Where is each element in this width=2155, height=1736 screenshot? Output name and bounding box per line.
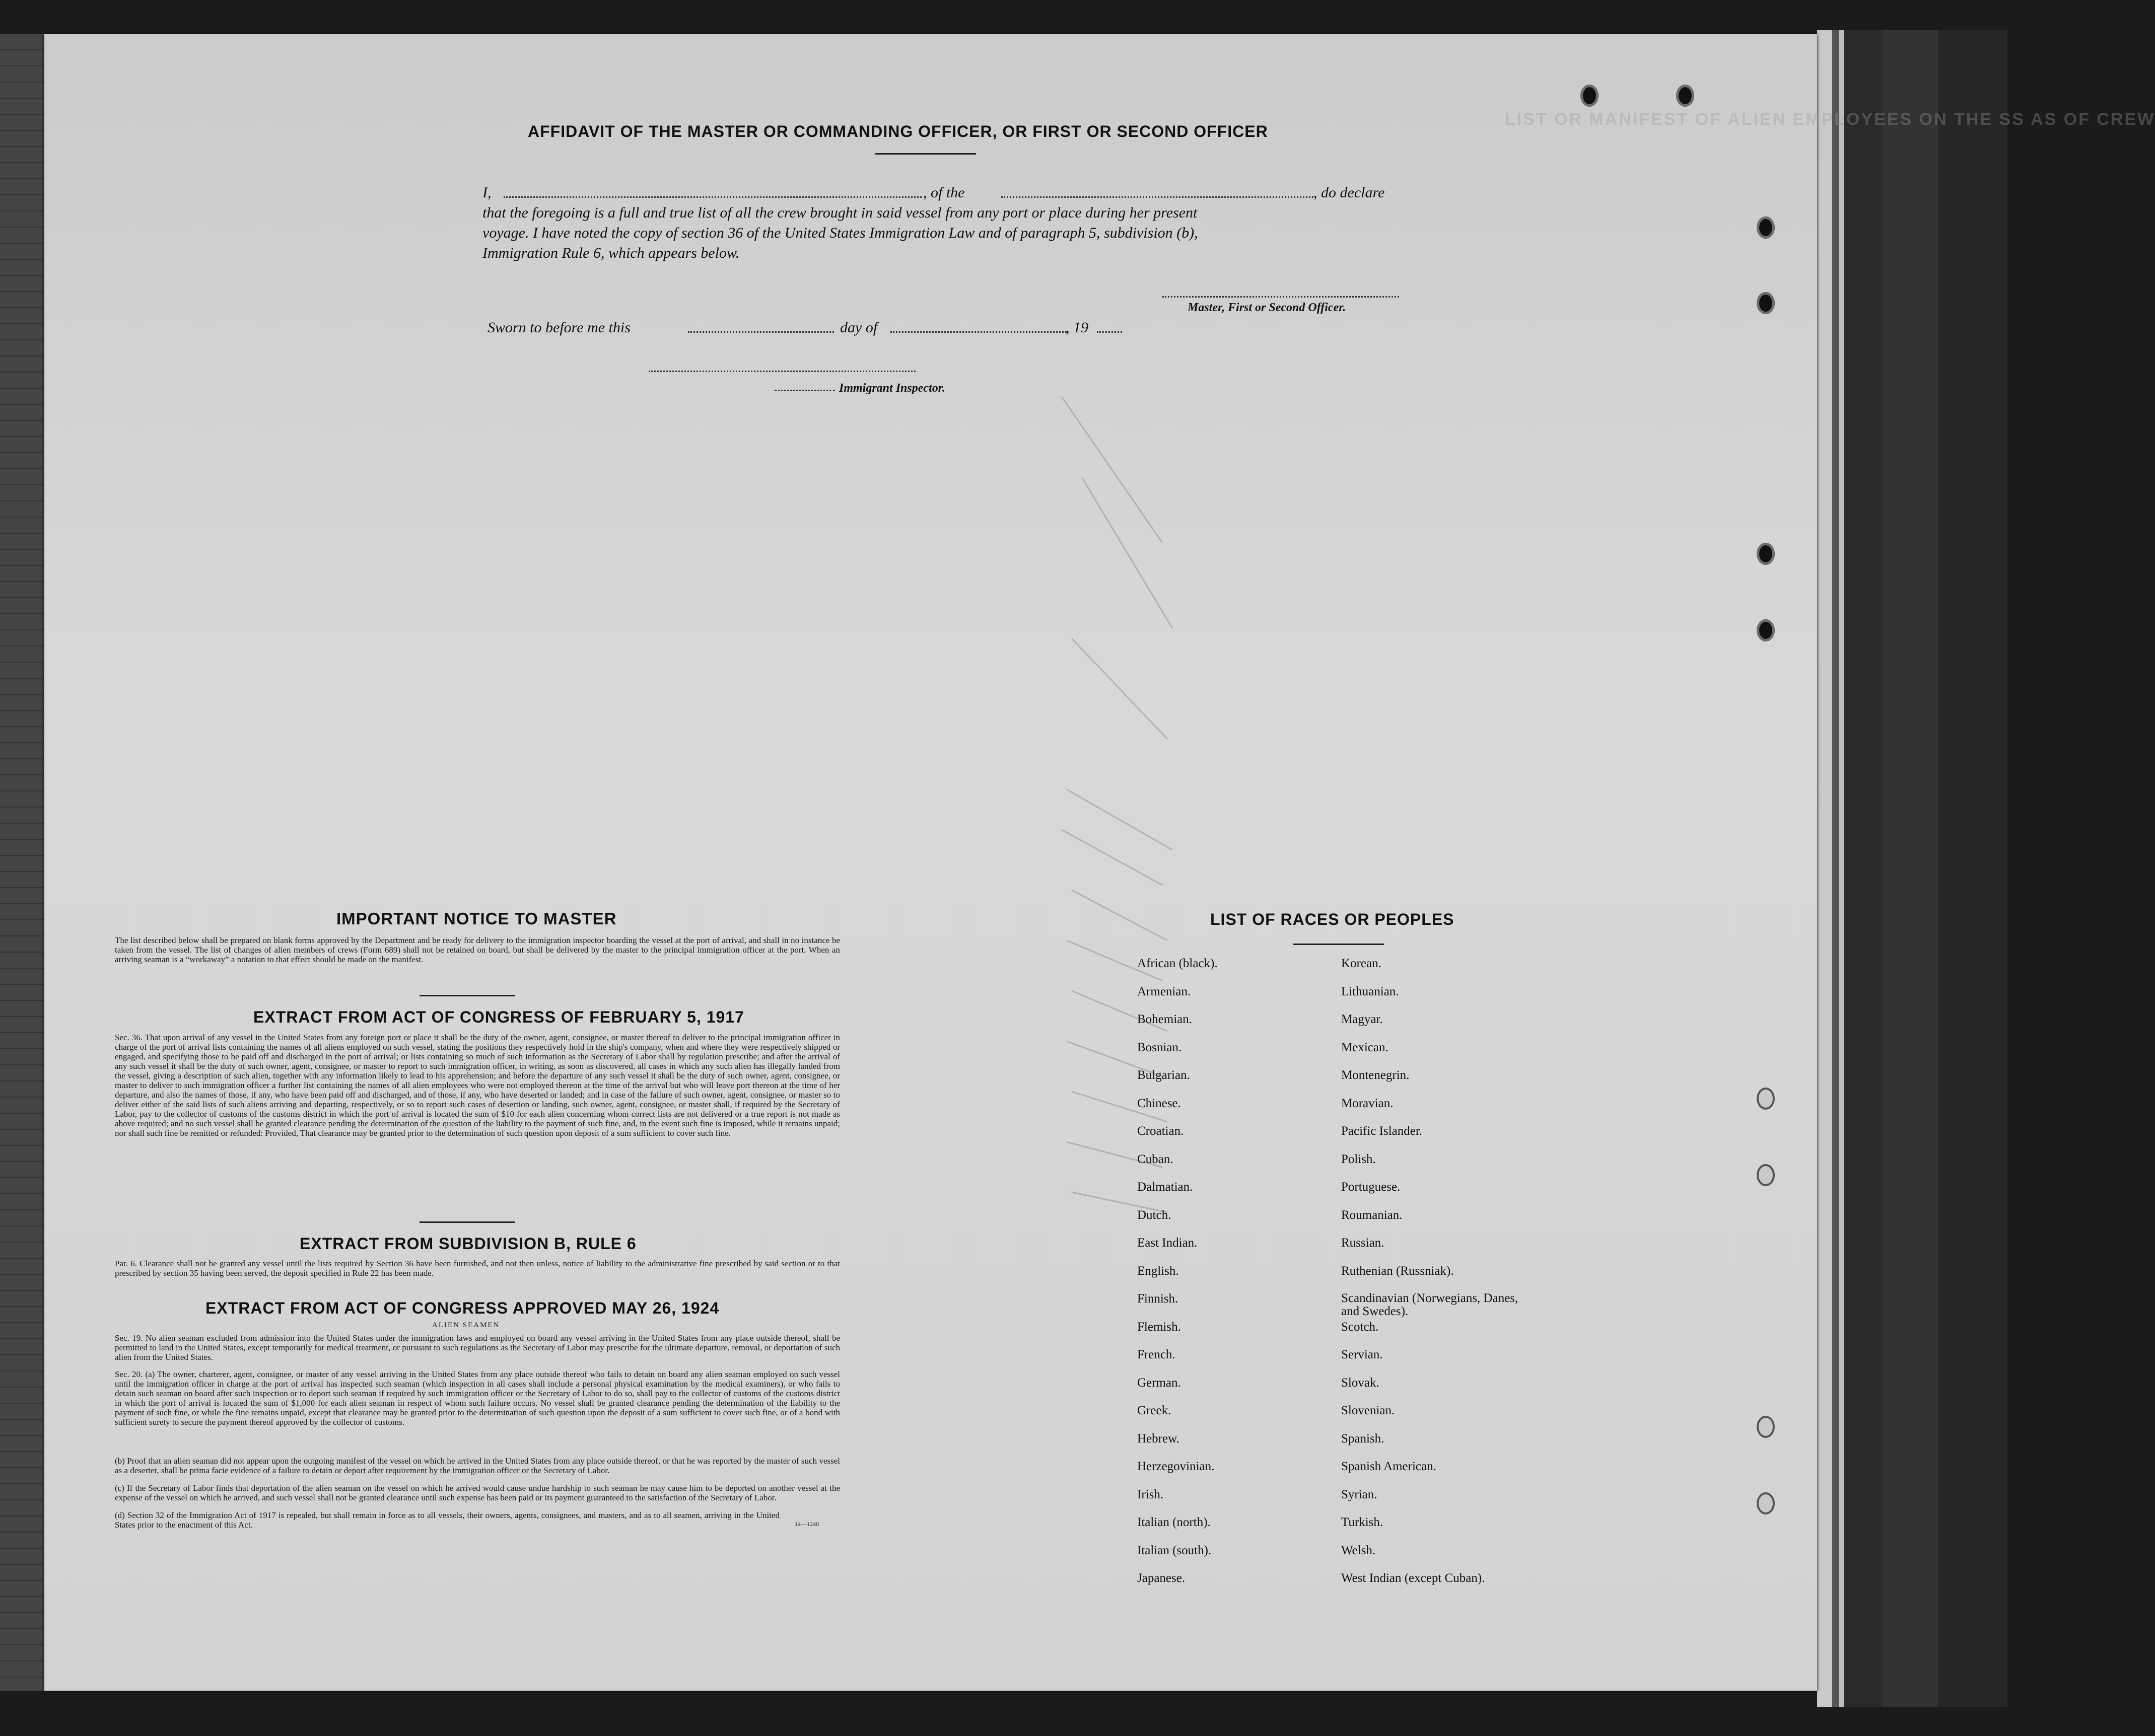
extract-1924-title: EXTRACT FROM ACT OF CONGRESS APPROVED MAY 26, 1924 [205,1299,720,1317]
race-item: Moravian. [1341,1096,1394,1110]
race-item: Herzegovinian. [1137,1460,1215,1473]
binder-left-edge [0,34,44,1691]
race-item: Spanish. [1341,1431,1384,1445]
extract-1917-title: EXTRACT FROM ACT OF CONGRESS OF FEBRUARY 5, 1917 [253,1008,744,1026]
race-item: Chinese. [1137,1096,1181,1110]
document-page [44,34,2155,1691]
race-item: Bulgarian. [1137,1068,1190,1082]
extract-1924-para-3: (b) Proof that an alien seaman did not appear upon the outgoing manifest of the vessel on which he arrived in the United States from any place outside thereof, or that he was reported by the master of such vessel as a deserter, shall be prima facie evidence of a failure to detain or deport after requirement by the immigration officer or the Secretary of Labor. [115,1456,840,1475]
race-item: English. [1137,1264,1179,1278]
race-item: Spanish American. [1341,1460,1436,1473]
notice-text: The list described below shall be prepared on blank forms approved by the Department and be ready for delivery to the immigration inspector boarding the vessel at the port of arrival, and shall in no instance be taken from the vessel. The list of changes of alien members of crews (Form 689) shall not be retained on board, but shall be delivered by the master to the principal immigration officer at the port. When an arriving seaman is a “workaway” a notation to that effect should be made on the manifest. [115,935,840,964]
race-item: Russian. [1341,1236,1384,1250]
race-item: Servian. [1341,1348,1383,1361]
year-blank [1097,331,1122,333]
day-blank [688,331,834,333]
signature-blank [1162,296,1399,298]
races-title-rule [1293,944,1384,945]
race-item: Italian (north). [1137,1515,1211,1529]
race-item: Croatian. [1137,1124,1184,1138]
punch-hole [1757,1492,1775,1514]
affidavit-line1-declare: , do declare [1313,184,1385,201]
punch-hole [1757,216,1775,239]
race-item: Lithuanian. [1341,984,1399,998]
form-number: 14—1240 [795,1521,819,1528]
race-item: Portuguese. [1341,1180,1401,1194]
race-item: Pacific Islander. [1341,1124,1423,1138]
race-item: Cuban. [1137,1152,1173,1166]
affidavit-line4: Immigration Rule 6, which appears below. [482,245,740,261]
affidavit-line1-i: I, [482,184,492,201]
extract-rule6-title: EXTRACT FROM SUBDIVISION B, RULE 6 [300,1235,637,1253]
stacked-pages-edge [1817,30,2007,1707]
race-item: Hebrew. [1137,1431,1179,1445]
race-item: Dalmatian. [1137,1180,1193,1194]
punch-hole [1676,85,1694,107]
inspector-signature-blank [649,371,916,372]
race-item: Flemish. [1137,1320,1181,1334]
race-item: Scotch. [1341,1320,1379,1334]
race-item: Welsh. [1341,1543,1376,1557]
title-rule [875,153,976,155]
inspector-label: Immigrant Inspector. [839,382,945,395]
race-item: Turkish. [1341,1515,1383,1529]
extract-rule6-text: Par. 6. Clearance shall not be granted any vessel until the lists required by Section 36 have been furnished, and not then unless, notice of liability to the administrative fine prescribed by said section or to that prescribed by section 35 having been served, the deposit specified in Rule 22 has been made. [115,1259,840,1278]
race-item: African (black). [1137,957,1218,970]
extract-1924-para-5: (d) Section 32 of the Immigration Act of 1917 is repealed, but shall remain in force as to all vessels, their owners, agents, consignees, and masters, and as to all seamen, arriving in the United States prior to the enactment of this Act. [115,1510,780,1530]
extract-1924-para-2: Sec. 20. (a) The owner, charterer, agent, consignee, or master of any vessel arriving in the United States from any place outside thereof who fails to detain on board any alien seaman employed on such vessel until the immigration officer in charge at the port of arrival has inspected such seaman (which inspection in all cases shall include a personal physical examination by the medical examiners), or who fails to detain such seaman on board after such inspection or to deport such seaman if required by such immigration officer or the Secretary of Labor to do so, shall pay to the collector of customs of the customs district in which the port of arrival is located the sum of $1,000 for each alien seaman in respect of whom such failure occurs. No vessel shall be granted clearance pending the determination of the liability to the payment of such fine, or while the fine remains unpaid, except that clearance may be granted prior to the determination of such question upon the deposit of a sum sufficient to cover such fine, or of a bond with sufficient surety to secure the payment thereof approved by the collector of customs. [115,1369,840,1427]
signature-label: Master, First or Second Officer. [1188,301,1346,314]
name-blank [504,196,922,198]
race-item: Korean. [1341,957,1381,970]
race-item: Japanese. [1137,1571,1186,1585]
alien-seamen-subtitle: ALIEN SEAMEN [432,1321,500,1329]
race-item: Magyar. [1341,1012,1383,1026]
punch-hole [1757,1416,1775,1438]
punch-hole [1757,543,1775,565]
race-item: Montenegrin. [1341,1068,1410,1082]
year-prefix: , 19 [1066,319,1088,336]
extract-1924-para-4: (c) If the Secretary of Labor finds that deportation of the alien seaman on the vessel on which he arrived would cause undue hardship to such seaman he may cause him to be deported on another vessel at the expense of the vessel on which he arrived, and such vessel shall not be granted clearance until such expense has been paid or its payment guaranteed to the satisfaction of the Secretary of Labor. [115,1483,840,1502]
race-item: Scandinavian (Norwegians, Danes, and Swedes). [1341,1291,1518,1318]
inspector-dots [775,390,835,391]
race-item: French. [1137,1348,1175,1361]
month-blank [890,331,1067,333]
race-item: Syrian. [1341,1487,1377,1501]
race-item: Armenian. [1137,984,1191,998]
race-item: Bohemian. [1137,1012,1193,1026]
day-of-text: day of [840,319,878,336]
punch-hole [1757,1164,1775,1186]
race-item: East Indian. [1137,1236,1198,1250]
race-item: Bosnian. [1137,1040,1182,1054]
affidavit-line2: that the foregoing is a full and true list of all the crew brought in said vessel from any port or place during her present [482,204,1198,221]
race-item: German. [1137,1376,1181,1390]
races-right-column [1341,957,1533,1600]
race-item: Greek. [1137,1404,1171,1417]
race-item: Ruthenian (Russniak). [1341,1264,1454,1278]
punch-hole [1757,1088,1775,1110]
race-item: Irish. [1137,1487,1164,1501]
race-item: West Indian (except Cuban). [1341,1571,1485,1585]
race-item: Italian (south). [1137,1543,1212,1557]
punch-hole [1580,85,1598,107]
race-item: Mexican. [1341,1040,1388,1054]
vessel-blank [1001,196,1313,198]
race-item: Slovak. [1341,1376,1379,1390]
race-item: Polish. [1341,1152,1376,1166]
affidavit-title: AFFIDAVIT OF THE MASTER OR COMMANDING OFFICER, OR FIRST OR SECOND OFFICER [528,122,1268,140]
extract-1924-para-1: Sec. 19. No alien seaman excluded from admission into the United States under the immigration laws and employed on board any vessel arriving in the United States from any place outside thereof, shall be permitted to land in the United States, except temporarily for medical treatment, or pursuant to such regulations as the Secretary of Labor may prescribe for the ultimate departure, removal, or deportation of such alien from the United States. [115,1333,840,1362]
extract-1917-text: Sec. 36. That upon arrival of any vessel in the United States from any foreign port or place it shall be the duty of the owner, agent, consignee, or master thereof to deliver to the principal immigration officer in charge of the port of arrival lists containing the names of all aliens employed on such vessel, stating the positions they respectively hold in the ship's company, when and where they were respectively shipped or engaged, and specifying those to be paid off and discharged in the port of arrival; or lists containing so much of such information as the Secretary of Labor shall by regulation prescribe; and after the arrival of any such vessel it shall be the duty of such owner, agent, consignee, or master to report to such immigration officer, in writing, as soon as discovered, all cases in which any such alien has illegally landed from the vessel, giving a description of such alien, together with any information likely to lead to his apprehension; and before the departure of any such vessel it shall be the duty of such owner, agent, consignee, or master to deliver to such immigration officer a further list containing the names of all alien employees who were not employed thereon at the time of the arrival but who will leave port thereon at the time of her departure, and also the names of those, if any, who have been paid off and discharged, and of those, if any, who have deserted or landed; and in case of the failure of such owner, agent, consignee, or master so to deliver either of the said lists of such aliens arriving and departing, respectively, or so to report such cases of desertion or landing, such owner, agent, consignee, or master shall, if required by the Secretary of Labor, pay to the collector of customs of the customs district in which the port of arrival is located the sum of $10 for each alien concerning whom correct lists are not delivered or a true report is not made as above required; and no such vessel shall be granted clearance pending the determination of the question of the liability to the payment of such fine, and, in the event such fine is imposed, while it remains unpaid; nor shall such fine be remitted or refunded: Provided, That clearance may be granted prior to the determination of such question upon deposit of a sum sufficient to cover such fine. [115,1033,840,1138]
race-item: Dutch. [1137,1208,1171,1222]
race-item: Finnish. [1137,1292,1178,1306]
bleed-through-text: LIST OR MANIFEST OF ALIEN EMPLOYEES ON THE SS AS OF CREW [1505,110,2155,129]
section-rule [420,1221,515,1223]
punch-hole [1757,292,1775,314]
section-rule [420,995,515,996]
notice-title: IMPORTANT NOTICE TO MASTER [336,909,617,928]
race-item: Slovenian. [1341,1404,1395,1417]
affidavit-line3: voyage. I have noted the copy of section 36 of the United States Immigration Law and of paragraph 5, subdivision (b), [482,225,1198,241]
race-item: Roumanian. [1341,1208,1403,1222]
races-title: LIST OF RACES OR PEOPLES [1210,910,1454,928]
punch-hole [1757,619,1775,641]
races-left-column [1137,957,1218,1600]
affidavit-line1-of-the: , of the [923,184,965,201]
sworn-before-text: Sworn to before me this [488,319,631,336]
